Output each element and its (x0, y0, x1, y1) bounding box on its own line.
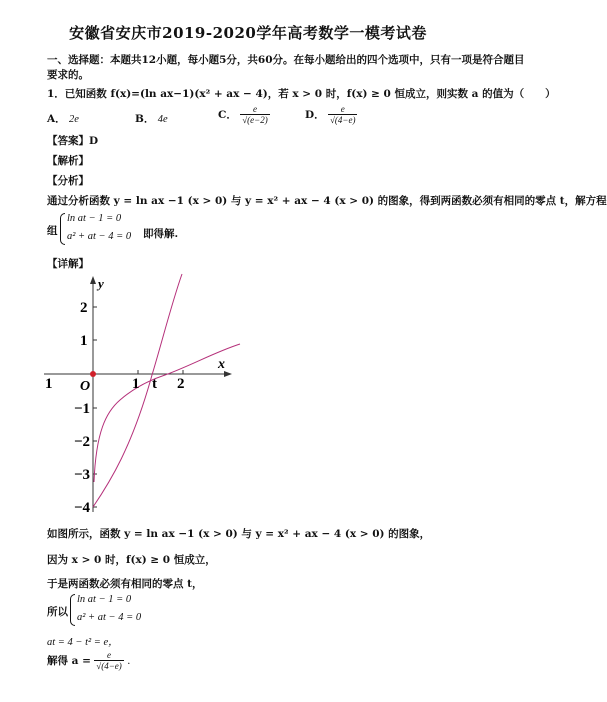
detail-line-4: at = 4 − t² = e， (47, 637, 119, 648)
document-title: 安徽省安庆市2019-2020学年高考数学一模考试卷 (69, 24, 427, 42)
option-a-value: 2e (69, 114, 79, 125)
section-heading-line1: 一、选择题：本题共12小题，每小题5分，共60分。在每小题给出的四个选项中，只有一项是符合题目 (47, 54, 525, 66)
detail-line-2: 因为 x > 0 时，f(x) ≥ 0 恒成立， (47, 554, 216, 566)
detail-system-equation-1: ln at − 1 = 0 (77, 594, 132, 605)
detail-line-3: 于是两函数必须有相同的零点 t， (47, 578, 203, 590)
option-c-denominator: √(e−2) (242, 115, 268, 125)
detail-result-denominator: √(4−e) (96, 661, 122, 671)
system-prefix: 组 (47, 225, 58, 237)
detail-suoyi: 所以 (47, 606, 68, 618)
fenxi-text: 通过分析函数 y = ln ax −1 (x > 0) 与 y = x² + ax − 4 (x > 0) 的图象，得到两函数必须有相同的零点 t，解方程 (47, 195, 607, 207)
section-heading-line2: 要求的。 (47, 69, 89, 81)
x-axis-label: x (218, 357, 225, 372)
detail-heading: 【详解】 (47, 258, 89, 270)
fenxi-heading: 【分析】 (47, 175, 89, 187)
x-left-label: 1 (45, 376, 53, 392)
origin-point (90, 371, 96, 377)
y-tick-label-2: 2 (80, 300, 88, 316)
option-a (47, 111, 79, 126)
system-brace (60, 213, 65, 245)
option-d-label: D． (305, 109, 325, 121)
option-d-numerator: e (328, 104, 358, 115)
x-axis-arrow (224, 371, 232, 377)
y-axis-arrow (90, 276, 96, 284)
detail-system-equation-2: a² + at − 4 = 0 (77, 612, 142, 623)
y-axis-label: y (98, 276, 104, 291)
option-b-value: 4e (157, 114, 168, 125)
analysis-heading: 【解析】 (47, 155, 89, 167)
detail-result (47, 650, 130, 671)
option-d-denominator: √(4−e) (329, 115, 356, 125)
origin-label: O (80, 379, 91, 394)
system-equation-1: ln at − 1 = 0 (67, 213, 122, 224)
y-tick-label-neg4: −4 (74, 500, 91, 516)
system-equation-2: a² + at − 4 = 0 (67, 231, 132, 242)
option-d (305, 104, 357, 125)
question-1-text: 1．已知函数 f(x)=(ln ax−1)(x² + ax − 4)，若 x > 0 时，f(x) ≥ 0 恒成立，则实数 a 的值为（ ） (47, 88, 556, 100)
detail-result-end: . (127, 654, 131, 667)
option-c-numerator: e (240, 104, 270, 115)
y-tick-label-neg3: −3 (74, 467, 91, 483)
detail-line-1: 如图所示，函数 y = ln ax −1 (x > 0) 与 y = x² + ax − 4 (x > 0) 的图象， (47, 528, 431, 540)
option-b (135, 111, 168, 126)
x-tick-label-1: 1 (132, 376, 140, 392)
answer-line: 【答案】D (47, 135, 99, 147)
y-tick-label-neg1: −1 (74, 401, 91, 417)
option-c (218, 104, 270, 125)
option-b-label: B． (135, 113, 155, 125)
detail-system-brace (70, 594, 75, 626)
detail-result-prefix: 解得 a = (47, 655, 91, 667)
y-tick-label-1: 1 (80, 333, 88, 349)
system-suffix: 即得解. (143, 228, 179, 240)
detail-result-numerator: e (94, 650, 124, 661)
option-c-label: C． (218, 109, 237, 121)
function-graph (40, 272, 250, 517)
y-tick-label-neg2: −2 (74, 434, 91, 450)
x-tick-label-2: 2 (177, 376, 185, 392)
t-label: t (152, 376, 157, 392)
option-a-label: A． (47, 113, 66, 125)
